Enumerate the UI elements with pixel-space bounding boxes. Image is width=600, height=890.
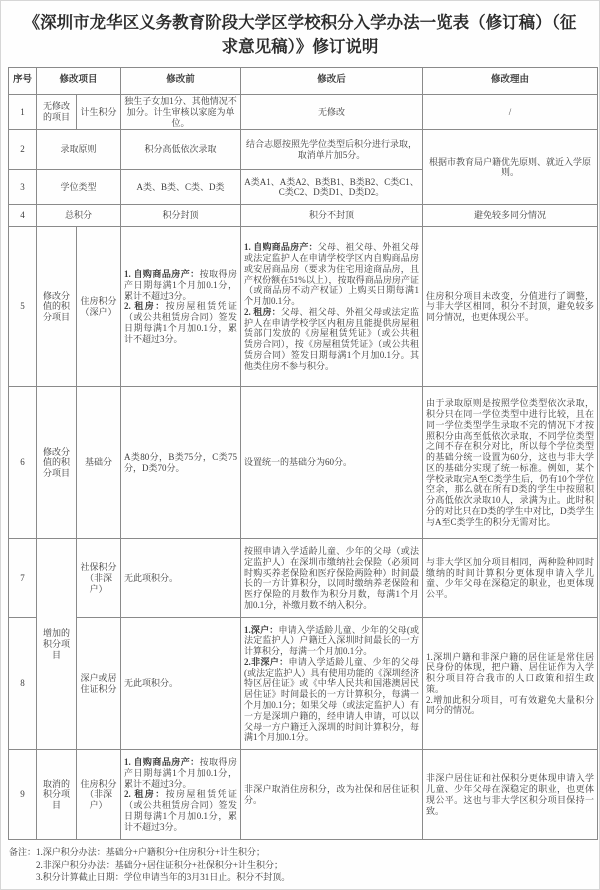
row2-before: 积分高低依次录取 xyxy=(121,130,241,170)
page-title-line1: 《深圳市龙华区义务教育阶段大学区学校积分入学办法一览表（修订稿）（征 xyxy=(23,13,577,32)
note-line-1: 1.深户积分办法：基础分+户籍积分+住房积分+计生积分； xyxy=(36,847,265,858)
row4-no: 4 xyxy=(9,205,37,227)
row7-8-group: 增加的积分项目 xyxy=(37,539,77,750)
row5-after xyxy=(241,227,423,387)
row8-after xyxy=(241,618,423,750)
page-title-line2: 求意见稿）》修订说明 xyxy=(221,37,379,56)
row8-after-item-1-label: 1.深户： xyxy=(244,624,279,635)
row3-item: 学位类型 xyxy=(37,170,121,205)
table-row-8 xyxy=(9,618,598,750)
row3-no: 3 xyxy=(9,170,37,205)
row8-reason-line-2: 2.增加此积分项目，可有效避免大量积分同分的情况。 xyxy=(426,694,595,716)
note-line-2: 2.非深户积分办法：基础分+居住证积分+社保积分+计生积分； xyxy=(36,859,283,870)
row6-sub: 基础分 xyxy=(77,387,121,539)
row9-before-item-2 xyxy=(124,789,237,832)
row1-after: 无修改 xyxy=(241,95,423,130)
row7-sub: 社保积分（非深户） xyxy=(77,539,121,618)
row9-reason: 非深户居住证和社保积分更体现申请入学儿童、少年父母在深稳定的职业，也更体现公平。这也与非大学区积分项目保持一致。 xyxy=(423,750,598,840)
table-header-row xyxy=(9,68,598,95)
row9-no: 9 xyxy=(9,750,37,840)
row4-item: 总积分 xyxy=(37,205,121,227)
table-row-2 xyxy=(9,130,598,170)
row5-after-item-2-text: 父母、祖父母、外祖父母或法定监护人在申请学校学区内租房且能提供房屋租赁部门发放的《房屋租赁凭证》（或公共租赁房合同），按《房屋租赁凭证》（或公共租赁房合同）签发日期每满1个月加0.1分。其他类住房不参与积分。 xyxy=(244,306,420,371)
row5-before-item-2 xyxy=(124,301,237,344)
row4-reason: 避免较多同分情况 xyxy=(423,205,598,227)
row8-after-item-1-text: 申请入学适龄儿童、少年的父母(或法定监护人）户籍迁入深圳时间最长的一方计算积分，每满一个月加0.1分。 xyxy=(244,624,420,657)
table-row-1 xyxy=(9,95,598,130)
row5-after-item-1-label: 1. 自购商品房产： xyxy=(244,242,318,253)
table-row-4 xyxy=(9,205,598,227)
table-row-7 xyxy=(9,539,598,618)
col-header-before: 修改前 xyxy=(121,68,241,95)
row7-after: 按照申请入学适龄儿童、少年的父母（或法定监护人）在深圳市缴纳社会保险（必须同时购买养老保险和医疗保险两险种）时间最长的一方计算积分，以同时缴纳养老保险和医疗保险的月数作为积分月数，每满1个月加0.1分，补缴月数不纳入积分。 xyxy=(241,539,423,618)
row6-no: 6 xyxy=(9,387,37,539)
row9-after: 非深户取消住房积分，改为社保和居住证积分。 xyxy=(241,750,423,840)
row8-before: 无此项积分。 xyxy=(121,618,241,750)
row4-after: 积分不封顶 xyxy=(241,205,423,227)
row7-no: 7 xyxy=(9,539,37,618)
row5-sub: 住房积分（深户） xyxy=(77,227,121,387)
row6-group: 修改分值的积分项目 xyxy=(37,387,77,539)
row8-after-item-2-text: 申请入学适龄儿童、少年的父母(或法定监护人）具有使用功能的《深圳经济特区居住证》或《中华人民共和国港澳居民居住证》时间最长的一方计算积分，每满一个月加0.1分；如果父母（或法定监护人）有一方是深圳户籍的，经申请人申请，可以以父母一方户籍迁入深圳的时间计算积分，每满1个月加0.1分。 xyxy=(244,656,420,743)
row7-reason: 与非大学区加分项目相同，两种险种同时缴纳的时间计算积分更体现申请入学儿童、少年父母在深稳定的职业，也更体现公平。 xyxy=(423,539,598,618)
row8-after-item-2-label: 2.非深户： xyxy=(244,656,289,667)
table-row-5 xyxy=(9,227,598,387)
notes xyxy=(9,846,593,884)
table-row-6 xyxy=(9,387,598,539)
row6-reason: 由于录取原则是按照学位类型依次录取，积分只在同一学位类型中进行比较，且在同一学位类型学生录取不完的情况下才按照积分由高至低依次录取，不同学位类型之间不存在积分对比，所以每个学位类型的基础分统一设置为60分，这也与非大学区的基础分实现了统一标准。例如，某个学校录取完A至C类学生后，仍有10个学位空余，那么就在所有D类的学生中按照积分高低依次录取10人，录满为止。此时积分的对比只在D类的学生中对比，D类学生与A至C类学生的积分无需对比。 xyxy=(423,387,598,539)
row1-no: 1 xyxy=(9,95,37,130)
row5-before xyxy=(121,227,241,387)
row1-reason: / xyxy=(423,95,598,130)
row9-group: 取消的积分项目 xyxy=(37,750,77,840)
row3-after: A类A1、A类A2、B类B1、B类B2、C类C1、C类C2、D类D1、D类D2。 xyxy=(241,170,423,205)
row6-before: A类80分，B类75分，C类75分，D类70分。 xyxy=(121,387,241,539)
row5-before-item-2-text: 按房屋租赁凭证（或公共租赁房合同）签发日期每满1个月加0.1分，累计不超过3分。 xyxy=(124,301,238,344)
row2-no: 2 xyxy=(9,130,37,170)
row8-reason xyxy=(423,618,598,750)
col-header-reason: 修改理由 xyxy=(423,68,598,95)
row5-after-item-1 xyxy=(244,242,419,307)
col-header-after: 修改后 xyxy=(241,68,423,95)
row1-sub: 计生积分 xyxy=(77,95,121,130)
row5-group: 修改分值的积分项目 xyxy=(37,227,77,387)
row5-after-item-1-text: 父母、祖父母、外祖父母或法定监护人在申请学校学区内自购商品房或安居商品房（要求为住宅用途商品房，且产权份额在51%以上），按取得商品房房产证（或商品房不动产权证）上购买日期每满1个月加0.1分。 xyxy=(244,242,420,307)
row4-before: 积分封顶 xyxy=(121,205,241,227)
row8-after-item-2 xyxy=(244,657,419,743)
row1-before: 独生子女加1分、其他情况不加分。计生审核以家庭为单位。 xyxy=(121,95,241,130)
notes-label: 备注： xyxy=(9,847,37,858)
row6-after: 设置统一的基础分为60分。 xyxy=(241,387,423,539)
row5-reason: 住房积分项目未改变，分值进行了调整，与非大学区相同，积分不封顶，避免较多同分情况，也更体现公平。 xyxy=(423,227,598,387)
row9-before-item-2-label: 2. 租房： xyxy=(124,789,166,800)
row8-sub: 深户或居住证积分 xyxy=(77,618,121,750)
row9-sub: 住房积分（非深户） xyxy=(77,750,121,840)
row5-after-item-2-label: 2. 租房： xyxy=(244,306,281,317)
notes-lines xyxy=(36,846,290,884)
col-header-no: 序号 xyxy=(9,68,37,95)
row9-before-item-1-label: 1. 自购商品房产： xyxy=(124,757,200,768)
row7-before: 无此项积分。 xyxy=(121,539,241,618)
page-title xyxy=(7,11,593,59)
row3-before: A类、B类、C类、D类 xyxy=(121,170,241,205)
row9-before-item-2-text: 按房屋租赁凭证（或公共租赁房合同）签发日期每满1个月加0.1分，累计不超过3分。 xyxy=(124,789,238,832)
row5-after-item-2 xyxy=(244,307,419,372)
revision-table xyxy=(8,67,598,840)
row9-before-item-1-text: 按取得房产日期每满1个月加0.1分，累计不超过3分。 xyxy=(124,757,238,789)
row1-group: 无修改的项目 xyxy=(37,95,77,130)
row2-item: 录取原则 xyxy=(37,130,121,170)
row5-before-item-1 xyxy=(124,269,237,301)
row5-before-item-1-label: 1. 自购商品房产： xyxy=(124,269,200,280)
row5-before-item-1-text: 按取得房产日期每满1个月加0.1分，累计不超过3分。 xyxy=(124,269,238,301)
note-line-3: 3.积分计算截止日期：学位申请当年的3月31日止。积分不封顶。 xyxy=(36,872,291,883)
row2-after: 结合志愿按照先学位类型后积分进行录取，取消单片加5分。 xyxy=(241,130,423,170)
row8-reason-line-1: 1.深圳户籍和非深户籍的居住证是常住居民身份的体现，把户籍、居住证作为入学积分项目符合我市的人口政策和招生政策。 xyxy=(426,651,595,694)
col-header-item: 修改项目 xyxy=(37,68,121,95)
row2-3-reason: 根据市教育局户籍优先原则、就近入学原则。 xyxy=(423,130,598,205)
row5-no: 5 xyxy=(9,227,37,387)
row5-before-item-2-label: 2. 租房： xyxy=(124,301,166,312)
table-row-9 xyxy=(9,750,598,840)
row8-no: 8 xyxy=(9,618,37,750)
row8-after-item-1 xyxy=(244,625,419,657)
row9-before xyxy=(121,750,241,840)
row9-before-item-1 xyxy=(124,757,237,789)
